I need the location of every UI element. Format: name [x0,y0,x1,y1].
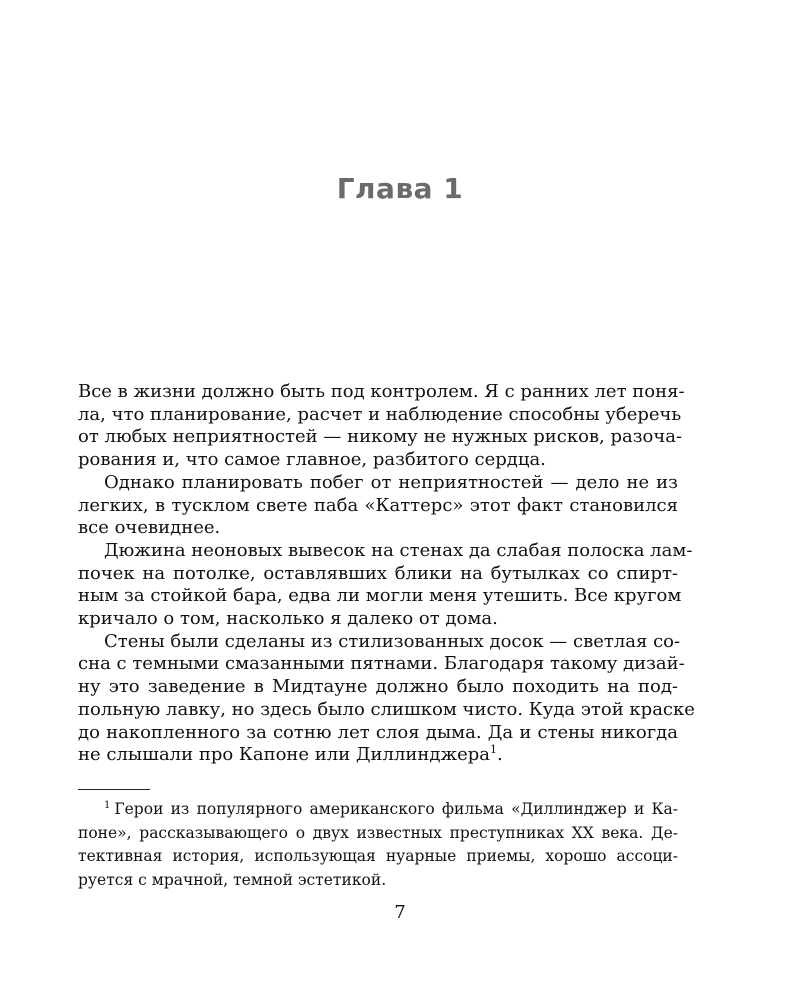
text-line: кричало о том, насколько я далеко от дома. [78,608,498,630]
footnote-reference[interactable]: 1 [489,743,497,757]
text-line: Дюжина неоновых вывесок на стенах да слабая полоска лам- [104,539,693,561]
text-line: рования и, что самое главное, разбитого сердца. [78,449,546,471]
text-line: ла, что планирование, расчет и наблюдение способны уберечь [78,403,682,425]
text-line-content: не слышали про Капоне или Диллинджера [78,744,490,766]
footnote-line-content: Герои из популярного американского фильма «Диллинджер и Ка- [114,800,678,818]
chapter-title: Глава 1 [336,172,464,205]
paragraph-2 [78,472,678,540]
footnote-line: тективная история, использующая нуарные приемы, хорошо ассоци- [78,847,678,865]
text-line: Все в жизни должно быть под контролем. Я с ранних лет поня- [78,381,685,402]
footnote [78,798,678,892]
text-line: сна с темными смазанными пятнами. Благодаря такому дизай- [78,653,685,675]
text-line: легких, в тусклом свете паба «Каттерс» этот факт становился [78,494,678,516]
footnote-marker: 1 [104,800,111,811]
text-line: все очевиднее. [78,517,221,539]
text-line: польную лавку, но здесь было слишком чисто. Куда этой краске [78,698,695,720]
text-line: Однако планировать побег от неприятностей — дело не из [104,471,678,493]
text-line: Стены были сделаны из стилизованных досок — светлая со- [104,630,681,652]
paragraph-4 [78,630,695,767]
footnote-line: руется с мрачной, темной эстетикой. [78,870,387,889]
paragraph-3 [78,539,693,631]
footnote-line: поне», рассказывающего о двух известных преступниках XX века. Де- [78,823,678,842]
text-line [78,744,678,767]
page-number: 7 [394,902,406,923]
text-line: ну это заведение в Мидтауне должно было походить на под- [78,676,678,698]
paragraph-1 [78,381,685,472]
main-text [78,381,695,767]
sentence-end: . [496,744,503,766]
footnote-line [78,798,678,822]
text-line: ным за стойкой бара, едва ли могли меня утешить. Все кругом [78,585,682,607]
text-line: до накопленного за сотню лет слоя дыма. Да и стены никогда [78,721,678,743]
text-line: почек на потолке, оставлявших блики на бутылках со спирт- [78,562,678,584]
text-line: от любых неприятностей — никому не нужных рисков, разоча- [78,426,683,448]
footnote-divider [78,789,150,790]
